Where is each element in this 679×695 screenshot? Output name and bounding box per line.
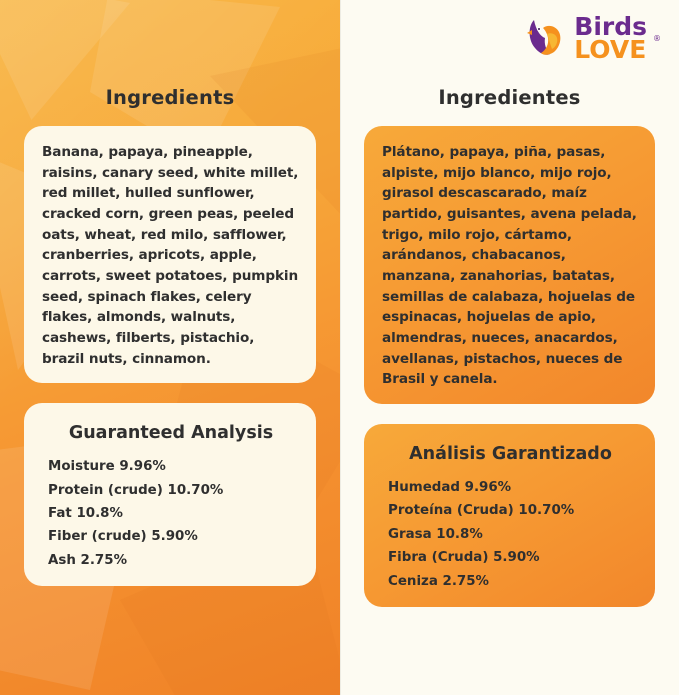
- ingredients-card-es: [364, 126, 655, 404]
- guaranteed-analysis-list-en: [42, 455, 300, 572]
- spanish-panel: [340, 0, 679, 695]
- brand-name-birds: Birds: [574, 12, 647, 41]
- brand-logo: [526, 14, 661, 62]
- analysis-item: Fat 10.8%: [48, 506, 123, 522]
- ingredients-title-en: Ingredients: [105, 86, 235, 109]
- guaranteed-analysis-card-es: [364, 424, 655, 607]
- guaranteed-analysis-title-es: Análisis Garantizado: [409, 443, 612, 464]
- ingredients-title-es: Ingredientes: [438, 86, 581, 109]
- analysis-item: Ash 2.75%: [48, 552, 127, 568]
- analysis-item: Fiber (crude) 5.90%: [48, 529, 198, 545]
- registered-mark: ®: [653, 33, 661, 43]
- analysis-item: Humedad 9.96%: [388, 479, 512, 495]
- analysis-item: Proteína (Cruda) 10.70%: [388, 503, 575, 519]
- guaranteed-analysis-card-en: [24, 403, 316, 586]
- ingredients-text-en: Banana, papaya, pineapple, raisins, canary seed, white millet, red millet, hulled sunflower, cracked corn, green peas, peeled oats, wheat, red milo, safflower, cranberries, apricots, apple, carrots, sweet potatoes, pumpkin seed, spinach flakes, celery flakes, almonds, walnuts, cashews, filberts, pistachio, brazil nuts, cinnamon.: [42, 144, 299, 367]
- spacer: [364, 404, 655, 424]
- spacer: [24, 383, 316, 403]
- guaranteed-analysis-title-en: Guaranteed Analysis: [68, 423, 274, 444]
- spanish-column: [340, 0, 679, 695]
- guaranteed-analysis-list-es: [382, 476, 639, 593]
- panel-divider: [340, 0, 341, 695]
- analysis-item: Ceniza 2.75%: [388, 573, 489, 589]
- bird-logo-icon: [526, 14, 568, 62]
- analysis-item: Fibra (Cruda) 5.90%: [388, 550, 540, 566]
- analysis-item: Protein (crude) 10.70%: [48, 482, 224, 498]
- brand-name-love: LOVE: [574, 35, 647, 64]
- ingredients-text-es: Plátano, papaya, piña, pasas, alpiste, mijo blanco, mijo rojo, girasol descascarado, maíz partido, guisantes, avena pelada, trigo, milo rojo, cártamo, arándanos, chabacanos, manzana, zanahorias, batatas, semillas de calabaza, hojuelas de espinacas, hojuelas de apio, almendras, nueces, anacardos, avellanas, pistachos, nueces de Brasil y canela.: [382, 144, 637, 388]
- brand-wordmark: [574, 14, 647, 62]
- ingredients-card-en: [24, 126, 316, 383]
- analysis-item: Grasa 10.8%: [388, 526, 483, 542]
- analysis-item: Moisture 9.96%: [48, 459, 166, 475]
